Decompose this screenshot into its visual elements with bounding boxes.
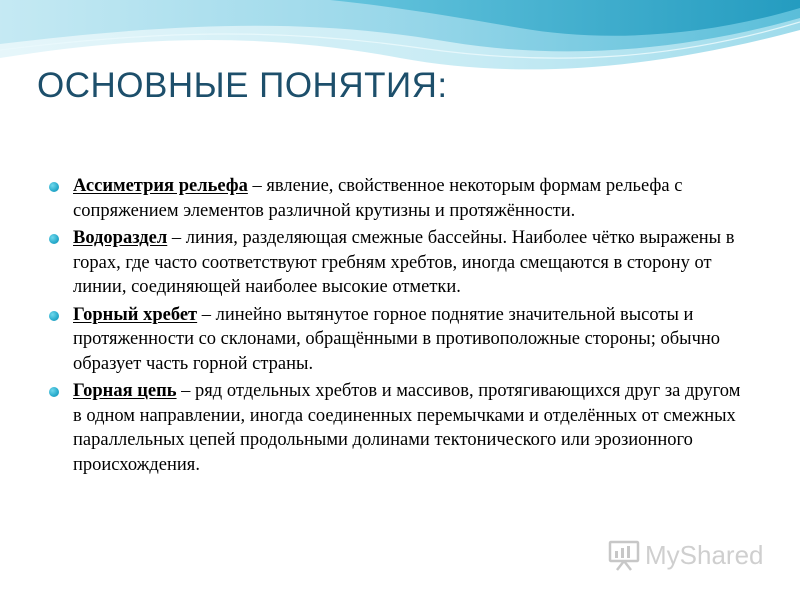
bullet-icon [49,311,59,321]
watermark-text: MyShared [645,539,764,570]
bullet-icon [49,234,59,244]
definition-text: – явление, свойственное некоторым формам рельефа с сопряжением элементов различной крутизны и протяжённости. [73,176,683,221]
definition-text: – ряд отдельных хребтов и массивов, протягивающихся друг за другом в одном направлении, иногда соединенных перемычками и отделённых от смежных параллельных цепей продольными долинами тектонического или эрозионного происхождения. [73,381,741,475]
definitions-list [47,174,752,480]
definition-text: – линейно вытянутое горное поднятие значительной высоты и протяженности со склонами, обращёнными в противоположные стороны; обычно образует часть горной страны. [73,304,721,374]
definition-term: Горная цепь [73,381,177,401]
list-item [47,226,752,300]
list-item [47,303,752,377]
bullet-icon [49,182,59,192]
list-item [47,174,752,223]
slide-title: ОСНОВНЫЕ ПОНЯТИЯ: [37,66,448,105]
definition-term: Ассиметрия рельефа [73,176,248,196]
list-item [47,379,752,477]
myshared-watermark [607,536,764,574]
definition-text: – линия, разделяющая смежные бассейны. Наиболее чётко выражены в горах, где часто соответствуют гребням хребтов, иногда смещаются в сторону от линии, соединяющей наиболее высокие отметки. [73,228,735,297]
presentation-board-icon [607,538,641,572]
bullet-icon [49,387,59,397]
definition-term: Горный хребет [73,304,198,325]
definition-term: Водораздел [73,228,168,248]
